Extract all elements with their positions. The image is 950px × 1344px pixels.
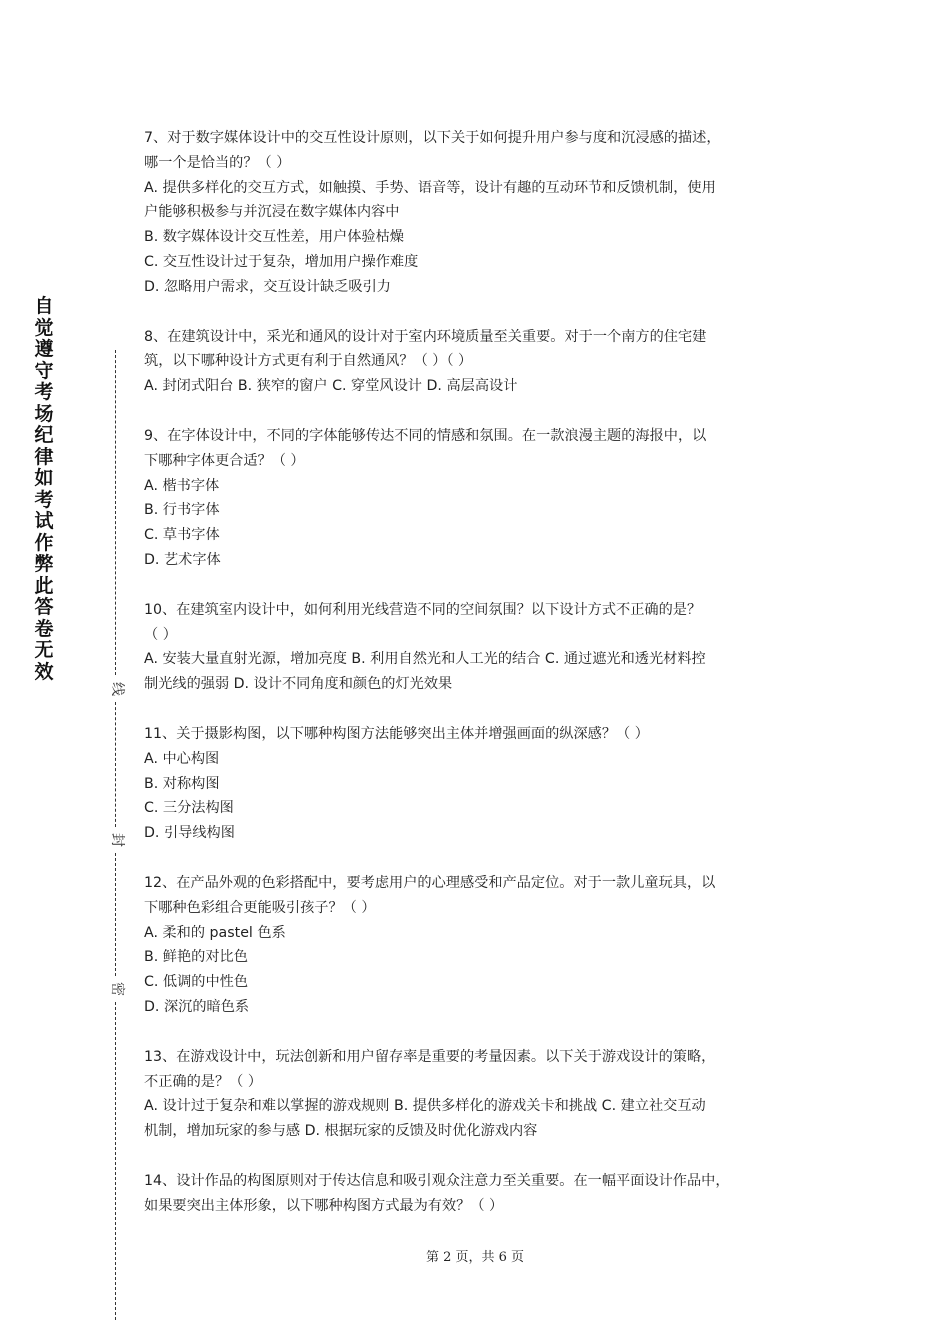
notice-char: 如 xyxy=(34,467,54,489)
question-stem-line: 13、在游戏设计中，玩法创新和用户留存率是重要的考量因素。以下关于游戏设计的策略， xyxy=(144,1048,716,1065)
notice-char: 答 xyxy=(34,596,54,618)
question-option-line: A. 设计过于复杂和难以掌握的游戏规则 B. 提供多样化的游戏关卡和挑战 C. 建立社交互动 xyxy=(144,1098,706,1115)
question-option-line: D. 深沉的暗色系 xyxy=(144,998,250,1015)
exam-discipline-notice xyxy=(32,296,56,683)
question-block xyxy=(144,722,820,846)
question-option-line: D. 忽略用户需求，交互设计缺乏吸引力 xyxy=(144,278,391,295)
notice-char: 卷 xyxy=(34,617,54,640)
question-option-line: C. 低调的中性色 xyxy=(144,974,249,991)
binding-dash-segment xyxy=(115,702,116,827)
question-block xyxy=(144,424,820,573)
notice-char: 考 xyxy=(34,488,54,511)
question-block xyxy=(144,126,820,300)
notice-char: 考 xyxy=(34,381,54,403)
question-option-line: B. 数字媒体设计交互性差，用户体验枯燥 xyxy=(144,229,404,246)
question-option-line: B. 行书字体 xyxy=(144,502,220,519)
question-stem-line: 8、在建筑设计中，采光和通风的设计对于室内环境质量至关重要。对于一个南方的住宅建 xyxy=(144,328,707,345)
question-stem-line: 7、对于数字媒体设计中的交互性设计原则，以下关于如何提升用户参与度和沉浸感的描述， xyxy=(144,130,721,146)
binding-label-secret: 密 xyxy=(109,982,125,996)
binding-dash-segment xyxy=(115,853,116,976)
question-stem-line: 9、在字体设计中，不同的字体能够传达不同的情感和氛围。在一款浪漫主题的海报中，以 xyxy=(144,427,707,444)
question-stem-line: 14、设计作品的构图原则对于传达信息和吸引观众注意力至关重要。在一幅平面设计作品中， xyxy=(144,1172,730,1189)
question-stem-line: 10、在建筑室内设计中，如何利用光线营造不同的空间氛围？以下设计方式不正确的是？ xyxy=(144,601,702,618)
notice-char: 效 xyxy=(34,660,54,683)
question-stem-line: 哪一个是恰当的？（ ） xyxy=(144,154,291,171)
question-stem-line: 如果要突出主体形象，以下哪种构图方式最为有效？（ ） xyxy=(144,1197,504,1214)
binding-line xyxy=(104,350,128,1320)
notice-char: 此 xyxy=(34,574,54,597)
question-block xyxy=(144,871,820,1020)
binding-dash-segment xyxy=(115,350,116,675)
notice-char: 无 xyxy=(34,639,54,661)
question-option-line: C. 草书字体 xyxy=(144,527,220,544)
question-option-line: 机制，增加玩家的参与感 D. 根据玩家的反馈及时优化游戏内容 xyxy=(144,1123,538,1140)
question-list xyxy=(144,126,820,1243)
question-stem-line: 下哪种字体更合适？（ ） xyxy=(144,452,305,469)
question-option-line: C. 三分法构图 xyxy=(144,800,234,817)
question-block xyxy=(144,1045,820,1144)
notice-char: 纪 xyxy=(34,424,54,446)
binding-label-line: 线 xyxy=(109,682,125,696)
notice-char: 作 xyxy=(34,531,54,554)
binding-dash-segment xyxy=(115,1002,116,1320)
notice-char: 遵 xyxy=(34,338,54,360)
question-stem-line: 11、关于摄影构图，以下哪种构图方法能够突出主体并增强画面的纵深感？（ ） xyxy=(144,725,649,742)
question-stem-line: 不正确的是？（ ） xyxy=(144,1073,263,1090)
page-footer: 第 2 页，共 6 页 xyxy=(425,1250,525,1265)
question-option-line: A. 柔和的 pastel 色系 xyxy=(144,924,286,941)
question-option-line: 制光线的强弱 D. 设计不同角度和颜色的灯光效果 xyxy=(144,676,453,693)
question-option-line: B. 鲜艳的对比色 xyxy=(144,949,248,966)
notice-char: 觉 xyxy=(34,316,54,339)
question-stem-line: （ ） xyxy=(144,626,177,643)
question-option-line: 户能够积极参与并沉浸在数字媒体内容中 xyxy=(144,204,400,221)
notice-char: 自 xyxy=(34,295,54,317)
notice-char: 弊 xyxy=(34,553,54,575)
question-block xyxy=(144,598,820,697)
binding-label-seal: 封 xyxy=(109,833,125,847)
notice-char: 场 xyxy=(34,402,54,425)
question-block xyxy=(144,325,820,399)
question-stem-line: 下哪种色彩组合更能吸引孩子？（ ） xyxy=(144,899,376,916)
notice-char: 试 xyxy=(34,510,54,532)
notice-char: 律 xyxy=(34,445,54,468)
question-option-line: A. 楷书字体 xyxy=(144,477,220,494)
question-option-line: A. 中心构图 xyxy=(144,750,220,767)
question-option-line: D. 引导线构图 xyxy=(144,825,235,842)
question-option-line: A. 提供多样化的交互方式，如触摸、手势、语音等，设计有趣的互动环节和反馈机制，使用 xyxy=(144,179,716,196)
question-option-line: A. 安装大量直射光源，增加亮度 B. 利用自然光和人工光的结合 C. 通过遮光和透光材料控 xyxy=(144,651,706,668)
question-option-line: C. 交互性设计过于复杂，增加用户操作难度 xyxy=(144,253,419,270)
question-option-line: A. 封闭式阳台 B. 狭窄的窗户 C. 穿堂风设计 D. 高层高设计 xyxy=(144,378,518,395)
question-option-line: D. 艺术字体 xyxy=(144,551,221,568)
question-stem-line: 12、在产品外观的色彩搭配中，要考虑用户的心理感受和产品定位。对于一款儿童玩具，以 xyxy=(144,874,716,891)
question-block xyxy=(144,1169,820,1219)
question-option-line: B. 对称构图 xyxy=(144,775,220,792)
question-stem-line: 筑，以下哪种设计方式更有利于自然通风？（ ）（ ） xyxy=(144,353,473,370)
notice-char: 守 xyxy=(34,359,54,382)
